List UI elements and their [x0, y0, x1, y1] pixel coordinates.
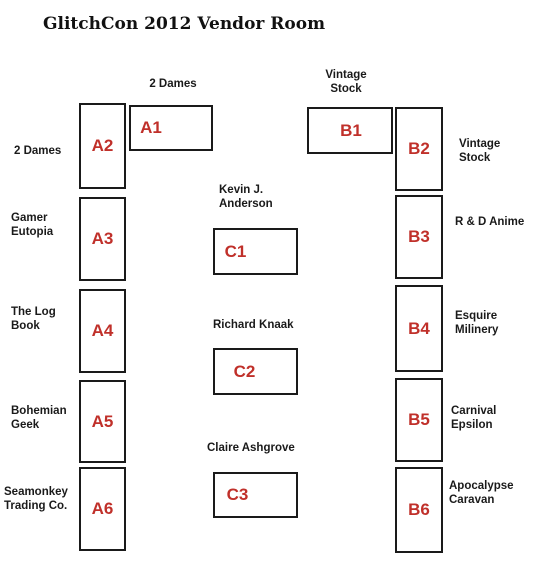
vendor-label-b4: Esquire Milinery [455, 310, 499, 336]
booth-id-b5: B5 [408, 410, 430, 429]
vendor-label-a3: Gamer Eutopia [11, 212, 54, 238]
vendor-label-a5: Bohemian Geek [11, 405, 67, 431]
booth-id-c3: C3 [226, 485, 249, 504]
booth-a2 [79, 103, 126, 189]
booth-b6 [395, 467, 443, 553]
vendor-label-b1: Vintage Stock [325, 69, 367, 95]
map-title: GlitchCon 2012 Vendor Room [43, 14, 326, 34]
booth-c2 [213, 348, 298, 395]
booth-c3 [213, 472, 298, 518]
vendor-label-a4: The Log Book [11, 306, 56, 332]
booth-id-c2: C2 [233, 361, 256, 381]
booth-id-b4: B4 [408, 318, 430, 338]
booth-c1 [213, 228, 298, 275]
booth-id-b1: B1 [340, 120, 362, 140]
booth-id-a5: A5 [91, 411, 114, 431]
booth-b1 [307, 107, 393, 154]
vendor-label-c2: Richard Knaak [213, 319, 294, 331]
vendor-label-a6: Seamonkey Trading Co. [4, 486, 68, 512]
booth-id-a4: A4 [91, 321, 114, 340]
booth-id-b6: B6 [408, 500, 430, 519]
booth-id-a2: A2 [91, 136, 114, 155]
vendor-label-b6: Apocalypse Caravan [449, 480, 514, 506]
booth-id-a3: A3 [91, 229, 114, 248]
vendor-label-b2: Vintage Stock [459, 138, 501, 164]
booth-b3 [395, 195, 443, 279]
vendor-label-a1: 2 Dames [149, 78, 197, 90]
booth-a6 [79, 467, 126, 551]
booth-id-b3: B3 [408, 227, 430, 246]
booth-a3 [79, 197, 126, 281]
booth-a5 [79, 380, 126, 463]
booth-id-c1: C1 [224, 241, 247, 261]
vendor-label-c1: Kevin J. Anderson [219, 184, 273, 210]
booth-b5 [395, 378, 443, 462]
vendor-label-b5: Carnival Epsilon [451, 405, 497, 431]
booth-b4 [395, 285, 443, 372]
booth-id-b2: B2 [408, 139, 430, 158]
booth-b2 [395, 107, 443, 191]
booth-a1 [129, 105, 213, 151]
vendor-label-a2: 2 Dames [14, 145, 62, 157]
booth-id-a6: A6 [91, 499, 114, 518]
vendor-label-b3: R & D Anime [455, 216, 525, 228]
booth-a4 [79, 289, 126, 373]
vendor-label-c3: Claire Ashgrove [207, 442, 295, 454]
booth-id-a1: A1 [140, 118, 162, 137]
